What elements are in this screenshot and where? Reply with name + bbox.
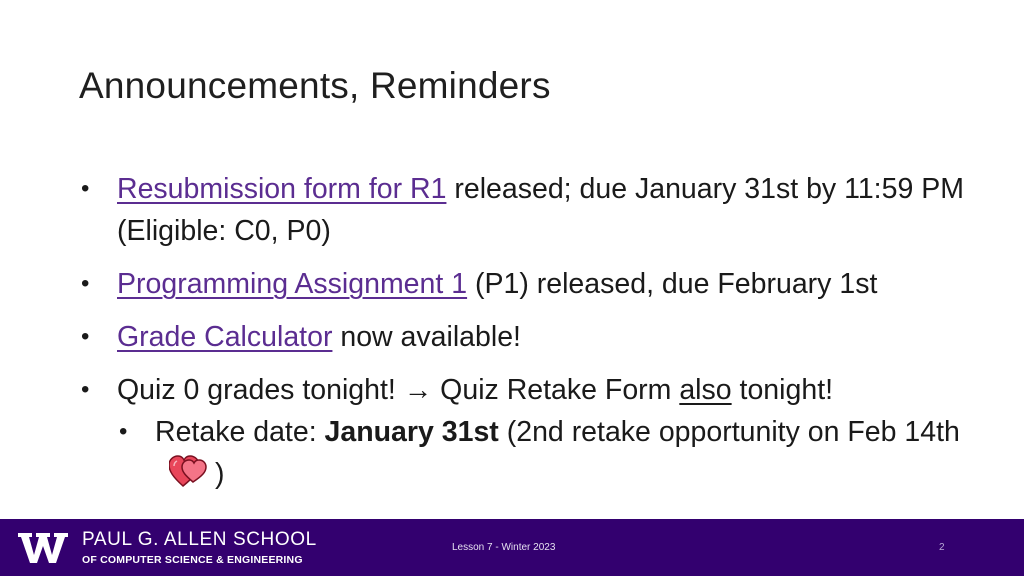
two-hearts-icon bbox=[169, 455, 209, 501]
bullet-list bbox=[79, 168, 999, 501]
bullet-dot: • bbox=[81, 376, 90, 403]
sub-bullet-text: ) bbox=[215, 458, 225, 490]
sub-bullet-retake bbox=[79, 411, 999, 501]
bullet-item-resubmission bbox=[79, 168, 999, 252]
bullet-text: (P1) released, due February 1st bbox=[467, 268, 878, 300]
bullet-dot: • bbox=[119, 418, 128, 445]
bullet-dot: • bbox=[81, 175, 90, 202]
school-name-line1: PAUL G. ALLEN SCHOOL bbox=[82, 529, 317, 550]
bullet-text: Quiz 0 grades tonight! → Quiz Retake Form bbox=[117, 374, 680, 406]
bullet-dot: • bbox=[81, 270, 90, 297]
school-name-line2: OF COMPUTER SCIENCE & ENGINEERING bbox=[82, 554, 303, 566]
footer-band bbox=[0, 519, 1024, 576]
bullet-item-programming-assignment bbox=[79, 263, 999, 305]
bullet-text: released; due January 31st by 11:59 PM (Eligible: C0, P0) bbox=[117, 173, 964, 247]
slide-title: Announcements, Reminders bbox=[79, 65, 551, 106]
bullet-item-grade-calculator bbox=[79, 316, 999, 358]
bullet-text: tonight! bbox=[731, 374, 834, 406]
programming-assignment-link[interactable]: Programming Assignment 1 bbox=[117, 268, 468, 300]
lesson-label: Lesson 7 - Winter 2023 bbox=[452, 542, 556, 553]
bullet-dot: • bbox=[81, 323, 90, 350]
sub-bullet-text: Retake date: bbox=[155, 416, 325, 448]
resubmission-form-link[interactable]: Resubmission form for R1 bbox=[117, 173, 447, 205]
page-number: 2 bbox=[939, 542, 945, 553]
sub-bullet-text: (2nd retake opportunity on Feb 14th bbox=[498, 416, 960, 448]
grade-calculator-link[interactable]: Grade Calculator bbox=[117, 321, 333, 353]
uw-w-logo-icon bbox=[18, 531, 68, 565]
bullet-item-quiz bbox=[79, 369, 999, 411]
bullet-text: now available! bbox=[332, 321, 521, 353]
school-name bbox=[82, 529, 317, 567]
underlined-word: also bbox=[679, 374, 732, 406]
retake-date: January 31st bbox=[324, 416, 499, 448]
